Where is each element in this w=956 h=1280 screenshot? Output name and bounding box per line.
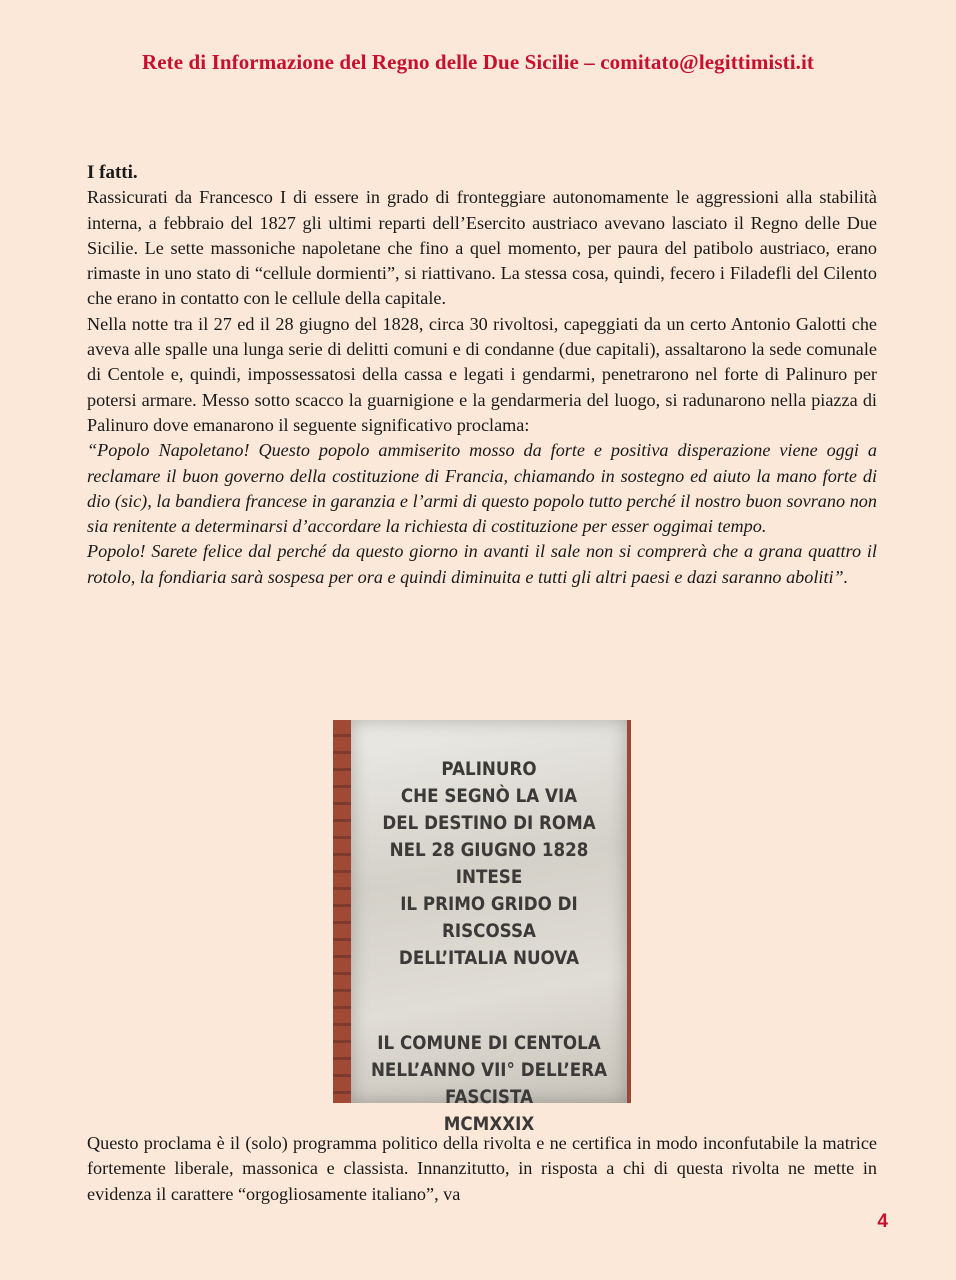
section-title: I fatti. xyxy=(87,162,138,183)
article-body xyxy=(87,160,877,590)
paragraph: Nella notte tra il 27 ed il 28 giugno del 1828, circa 30 rivoltosi, capeggiati da un certo Antonio Galotti che aveva alle spalle una lunga serie di delitti comuni e di condanne (due capitali), assaltarono la sede comunale di Centole e, quindi, impossessatosi della cassa e legati i gendarmi, penetrarono nel forte di Palinuro per potersi armare. Messo sotto scacco la guarnigione e la gendarmeria del luogo, si radunarono nella piazza di Palinuro dove emanarono il seguente significativo proclama: xyxy=(87,313,877,435)
plaque-line: IL COMUNE DI CENTOLA xyxy=(377,1032,601,1054)
plaque-line: MCMXXIX xyxy=(443,1113,535,1135)
plaque-line: PALINURO xyxy=(441,758,537,780)
plaque-inscription xyxy=(368,756,611,1138)
plaque-line: DEL DESTINO DI ROMA xyxy=(382,812,596,834)
plaque-spacer xyxy=(368,972,611,1030)
quote-paragraph: “Popolo Napoletano! Questo popolo ammiserito mosso da forte e positiva disperazione viene oggi a reclamare il buon governo della costituzione di Francia, chiamando in sostegno ed aiuto la mano forte di dio (sic), la bandiera francese in garanzia e l’armi di questo popolo tutto perché il nostro buon sovrano non sia renitente a determinarsi d’accordare la richiesta di costituzione per esser oggimai tempo. xyxy=(87,440,877,537)
plaque-line: NELL’ANNO VII° DELL’ERA FASCISTA xyxy=(370,1059,608,1108)
plaque-line: NEL 28 GIUGNO 1828 xyxy=(389,839,589,861)
page-number: 4 xyxy=(877,1211,888,1232)
article-continuation xyxy=(87,1131,877,1207)
quote-paragraph: Popolo! Sarete felice dal perché da questo giorno in avanti il sale non si comprerà che a grana quattro il rotolo, la fondiaria sarà sospesa per ora e quindi diminuita e tutti gli altri paesi e dazi saranno aboliti”. xyxy=(87,541,877,587)
page-header: Rete di Informazione del Regno delle Due Sicilie – comitato@legittimisti.it xyxy=(141,50,815,74)
paragraph: Rassicurati da Francesco I di essere in grado di fronteggiare autonomamente le aggressioni alla stabilità interna, a febbraio del 1827 gli ultimi reparti dell’Esercito austriaco avevano lasciato il Regno delle Due Sicilie. Le sette massoniche napoletane che fino a quel momento, per paura del patibolo austriaco, erano rimaste in uno stato di “cellule dormienti”, si riattivano. La stessa cosa, quindi, fecero i Filadefli del Cilento che erano in contatto con le cellule della capitale. xyxy=(87,187,877,309)
paragraph: Questo proclama è il (solo) programma politico della rivolta e ne certifica in modo inconfutabile la matrice fortemente liberale, massonica e classista. Innanzitutto, in risposta a chi di questa rivolta ne mette in evidenza il carattere “orgogliosamente italiano”, va xyxy=(87,1133,877,1204)
plaque-line: CHE SEGNÒ LA VIA xyxy=(400,785,578,807)
commemorative-plaque-photo xyxy=(333,720,631,1135)
plaque-line: IL PRIMO GRIDO DI RISCOSSA xyxy=(400,893,578,942)
plaque-line: DELL’ITALIA NUOVA xyxy=(398,947,580,969)
plaque-line: INTESE xyxy=(455,866,523,888)
